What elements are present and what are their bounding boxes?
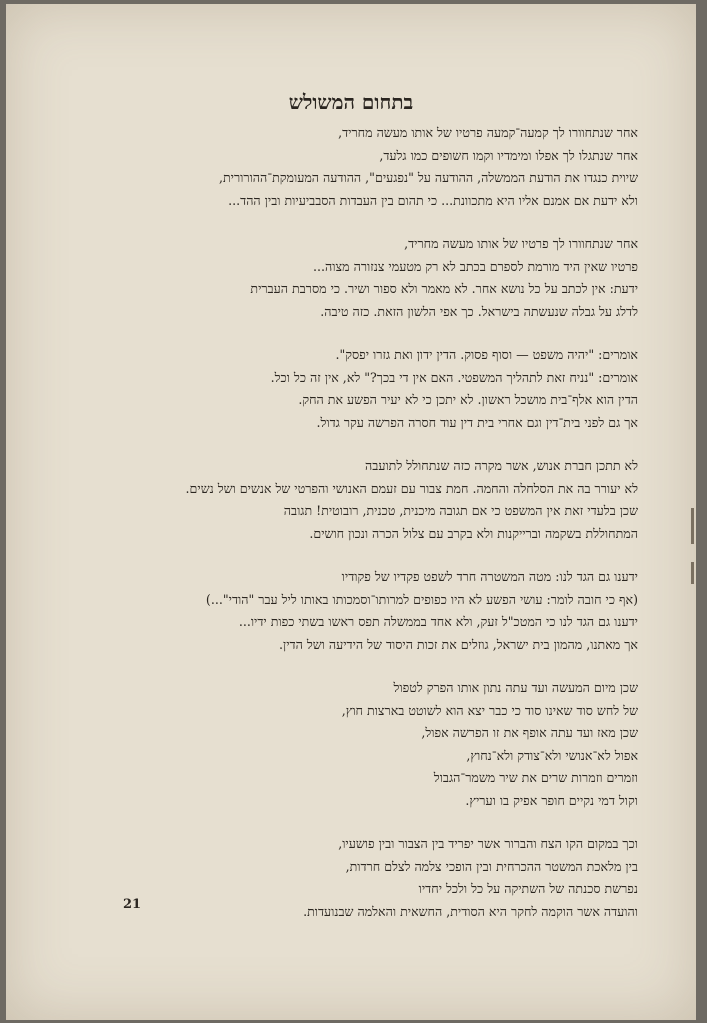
- poem-line: וזמרים וזמרות שרים את שיר משמר־הגבול: [433, 770, 638, 785]
- poem-line: נפרשת סכנתה של השתיקה על כל ולכל יחדיו: [418, 881, 638, 896]
- staple-mark: [691, 508, 694, 544]
- stanza: [98, 566, 638, 656]
- book-page: [6, 4, 696, 1020]
- poem-line: והועדה אשר הוקמה לחקר היא הסודית, החשאית והאלמה שבנועדות.: [303, 903, 638, 919]
- poem-line: אך מאתנו, מהמון בית ישראל, גוזלים את זכות היסוד של הידיעה ושל הדין.: [279, 636, 638, 652]
- poem-line: שכן מאז ועד עתה אופף את זו הפרשה אפול,: [421, 725, 638, 740]
- poem-line: לא יעורר בה את הסלחלה והחמה. חמת צבור עם זעמם האנושי והפרטי של אנשים ושל נשים.: [185, 480, 638, 496]
- poem-line: אחר שנתחוורו לך פרטיו של אותו מעשה מחריד,: [404, 236, 638, 251]
- poem-line: שכן מיום המעשה ועד עתה נתון אותו הפרק לטפול: [393, 680, 638, 695]
- stanza: [98, 455, 638, 545]
- poem-line: בין מלאכת המשטר ההכרחית ובין הופכי צלמה לצלם חרדות,: [345, 858, 638, 874]
- stanza: [98, 833, 638, 923]
- poem-line: וקול דמי נקיים חופר אפיק בו ועריץ.: [465, 792, 638, 808]
- poem-line: אחר שנתחוורו לך קמעה־קמעה פרטיו של אותו מעשה מחריד,: [338, 125, 638, 140]
- stanza: [98, 344, 638, 434]
- poem-line: פרטיו שאין היד מורמת לספרם בכתב לא רק מטעמי צנזורה מצוה...: [313, 258, 638, 274]
- poem-body: [98, 122, 638, 944]
- poem-line: אומרים: "יהיה משפט — וסוף פסוק. הדין ידון ואת גזרו יפסק".: [335, 347, 638, 362]
- staple-mark: [691, 562, 694, 584]
- poem-line: ולא ידעת אם אמנם אליו היא מתכוונת... כי תהום בין העבדות הסבביעיות ובין ההד...: [228, 192, 638, 208]
- page-number: 21: [123, 897, 142, 912]
- poem-line: שיוית כנגדו את הודעת הממשלה, ההודעה על "נפגעים", ההודעה המעומקת־ההורורית,: [218, 170, 638, 185]
- stanza: [98, 233, 638, 323]
- poem-line: ידענו גם הגד לנו: מטה המשטרה חרד לשפט פקדיו של פקודיו: [341, 569, 638, 584]
- poem-line: המתחוללת בשקמה וברייקנות ולא בקרב עם צלול הכרה ונכון חושים.: [309, 525, 638, 541]
- poem-line: אפול לא־אנושי ולא־צודק ולא־נחוץ,: [466, 747, 638, 763]
- poem-line: לדלג על גבלה שנעשתה בישראל. כך אפי הלשון הזאת. כזה טיבה.: [320, 303, 638, 319]
- poem-line: שכן בלעדי זאת אין המשפט כי אם תגובה מיכנית, טכנית, רובוטית! תגובה: [283, 503, 638, 518]
- poem-line: אומרים: "נניח זאת לתהליך המשפטי. האם אין די בכך?" לא, אין זה כל וכל.: [270, 369, 638, 385]
- stanza: [98, 122, 638, 212]
- poem-line: ידענו גם הגד לנו כי המטכ"ל זעק, ולא אחד בממשלה תפס ראשו בשתי כפות ידיו...: [238, 614, 638, 629]
- poem-line: (אף כי חובה לומר: עושי הפשע לא היו כפופים למרותו־וסמכותו באותו ליל עבר "הודי"...): [205, 591, 638, 607]
- poem-title: בתחום המשולש: [288, 90, 414, 114]
- poem-line: הדין הוא אלף־בית מושכל ראשון. לא יתכן כי לא יעיר הפשע את החק.: [298, 392, 638, 407]
- stanza: [98, 677, 638, 812]
- poem-line: לא תתכן חברת אנוש, אשר מקרה כזה שנתחולל לתועבה: [365, 458, 638, 473]
- poem-line: וכך במקום הקו הצח והברור אשר יפריד בין הצבור ובין פושעיו,: [338, 836, 638, 851]
- poem-line: אחר שנתגלו לך אפלו ומימדיו וקמו חשופים כמו גלעד,: [379, 147, 638, 163]
- poem-line: אך גם לפני בית־דין וגם אחרי בית דין עוד חסרה הפרשה עקר גדול.: [316, 414, 638, 430]
- poem-line: ידעת: אין לכתב על כל נושא אחר. לא מאמר ולא ספור ושיר. כי מסרבת העברית: [250, 281, 638, 296]
- poem-line: של לחש סוד שאינו סוד כי כבר יצא הוא לשוטט בארצות חוץ,: [341, 702, 638, 718]
